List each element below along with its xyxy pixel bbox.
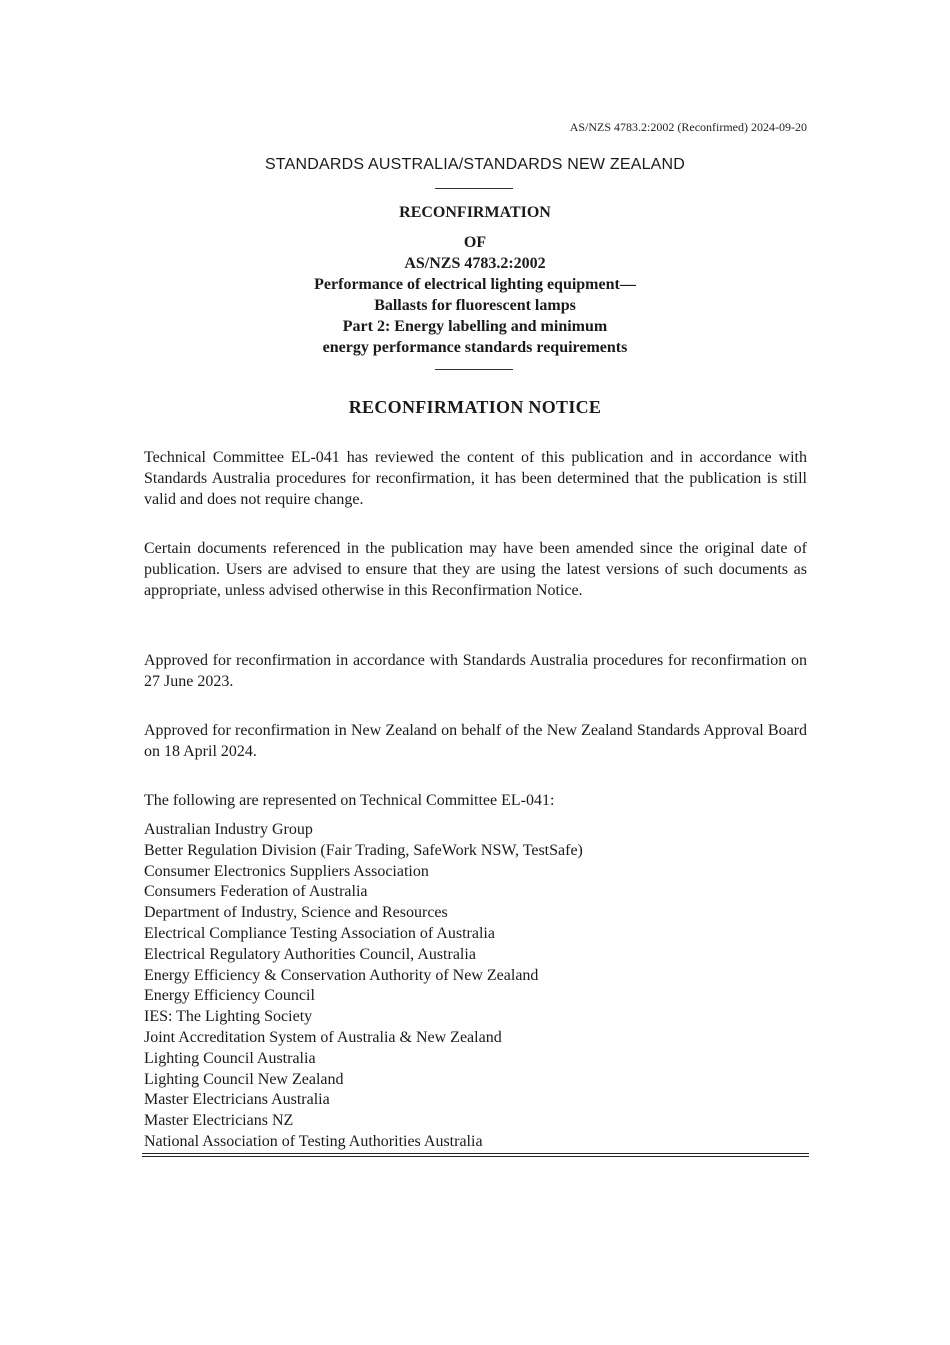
paragraph-approval-australia: Approved for reconfirmation in accordance with Standards Australia procedures for reconfirmation on 27 June 2023. [144,652,807,690]
title-line-performance: Performance of electrical lighting equipment— [314,276,636,293]
title-line-of: OF [463,234,487,251]
list-item: IES: The Lighting Society [144,1008,313,1026]
title-block [0,202,950,358]
paragraph-committee-intro: The following are represented on Technical Committee EL-041: [144,792,555,809]
list-item: Department of Industry, Science and Resources [144,904,448,922]
list-item: Better Regulation Division (Fair Trading, SafeWork NSW, TestSafe) [144,841,583,859]
list-item: Energy Efficiency Council [144,987,315,1005]
list-item: Consumer Electronics Suppliers Association [144,862,429,880]
list-item: Lighting Council New Zealand [144,1070,344,1088]
organization-title: STANDARDS AUSTRALIA/STANDARDS NEW ZEALAND [264,156,686,173]
document-reference: AS/NZS 4783.2:2002 (Reconfirmed) 2024-09-20 [569,120,807,134]
title-line-requirements: energy performance standards requirements [322,339,628,356]
list-item: Joint Accreditation System of Australia & New Zealand [144,1028,502,1046]
divider-top [435,188,513,189]
divider-bottom [435,369,513,370]
notice-heading: RECONFIRMATION NOTICE [348,397,602,417]
list-item: Master Electricians NZ [144,1112,294,1130]
list-item: Lighting Council Australia [144,1049,316,1067]
paragraph-approval-new-zealand: Approved for reconfirmation in New Zealand on behalf of the New Zealand Standards Approval Board on 18 April 2024. [144,722,807,760]
committee-member-list [144,820,807,1153]
list-item: Energy Efficiency & Conservation Authority of New Zealand [144,966,539,984]
list-item: Electrical Compliance Testing Association of Australia [144,924,495,942]
list-item: Electrical Regulatory Authorities Council, Australia [144,945,476,963]
list-item: Consumers Federation of Australia [144,883,368,901]
list-item: Master Electricians Australia [144,1091,330,1109]
title-line-ballasts: Ballasts for fluorescent lamps [374,297,576,314]
paragraph-review: Technical Committee EL-041 has reviewed the content of this publication and in accordance with Standards Australia procedures for reconfirmation, it has been determined that the publication is still valid and does not require change. [144,449,807,508]
title-line-reconfirmation: RECONFIRMATION [399,204,551,221]
list-item: Australian Industry Group [144,821,313,838]
title-line-part: Part 2: Energy labelling and minimum [342,318,608,335]
section-end-double-rule [142,1153,809,1157]
title-line-standard-number: AS/NZS 4783.2:2002 [404,255,546,272]
paragraph-referenced-documents: Certain documents referenced in the publication may have been amended since the original date of publication. Users are advised to ensure that they are using the latest versions of such documents as appropriate, unless advised otherwise in this Reconfirmation Notice. [144,540,807,599]
list-item: National Association of Testing Authorities Australia [144,1132,483,1150]
